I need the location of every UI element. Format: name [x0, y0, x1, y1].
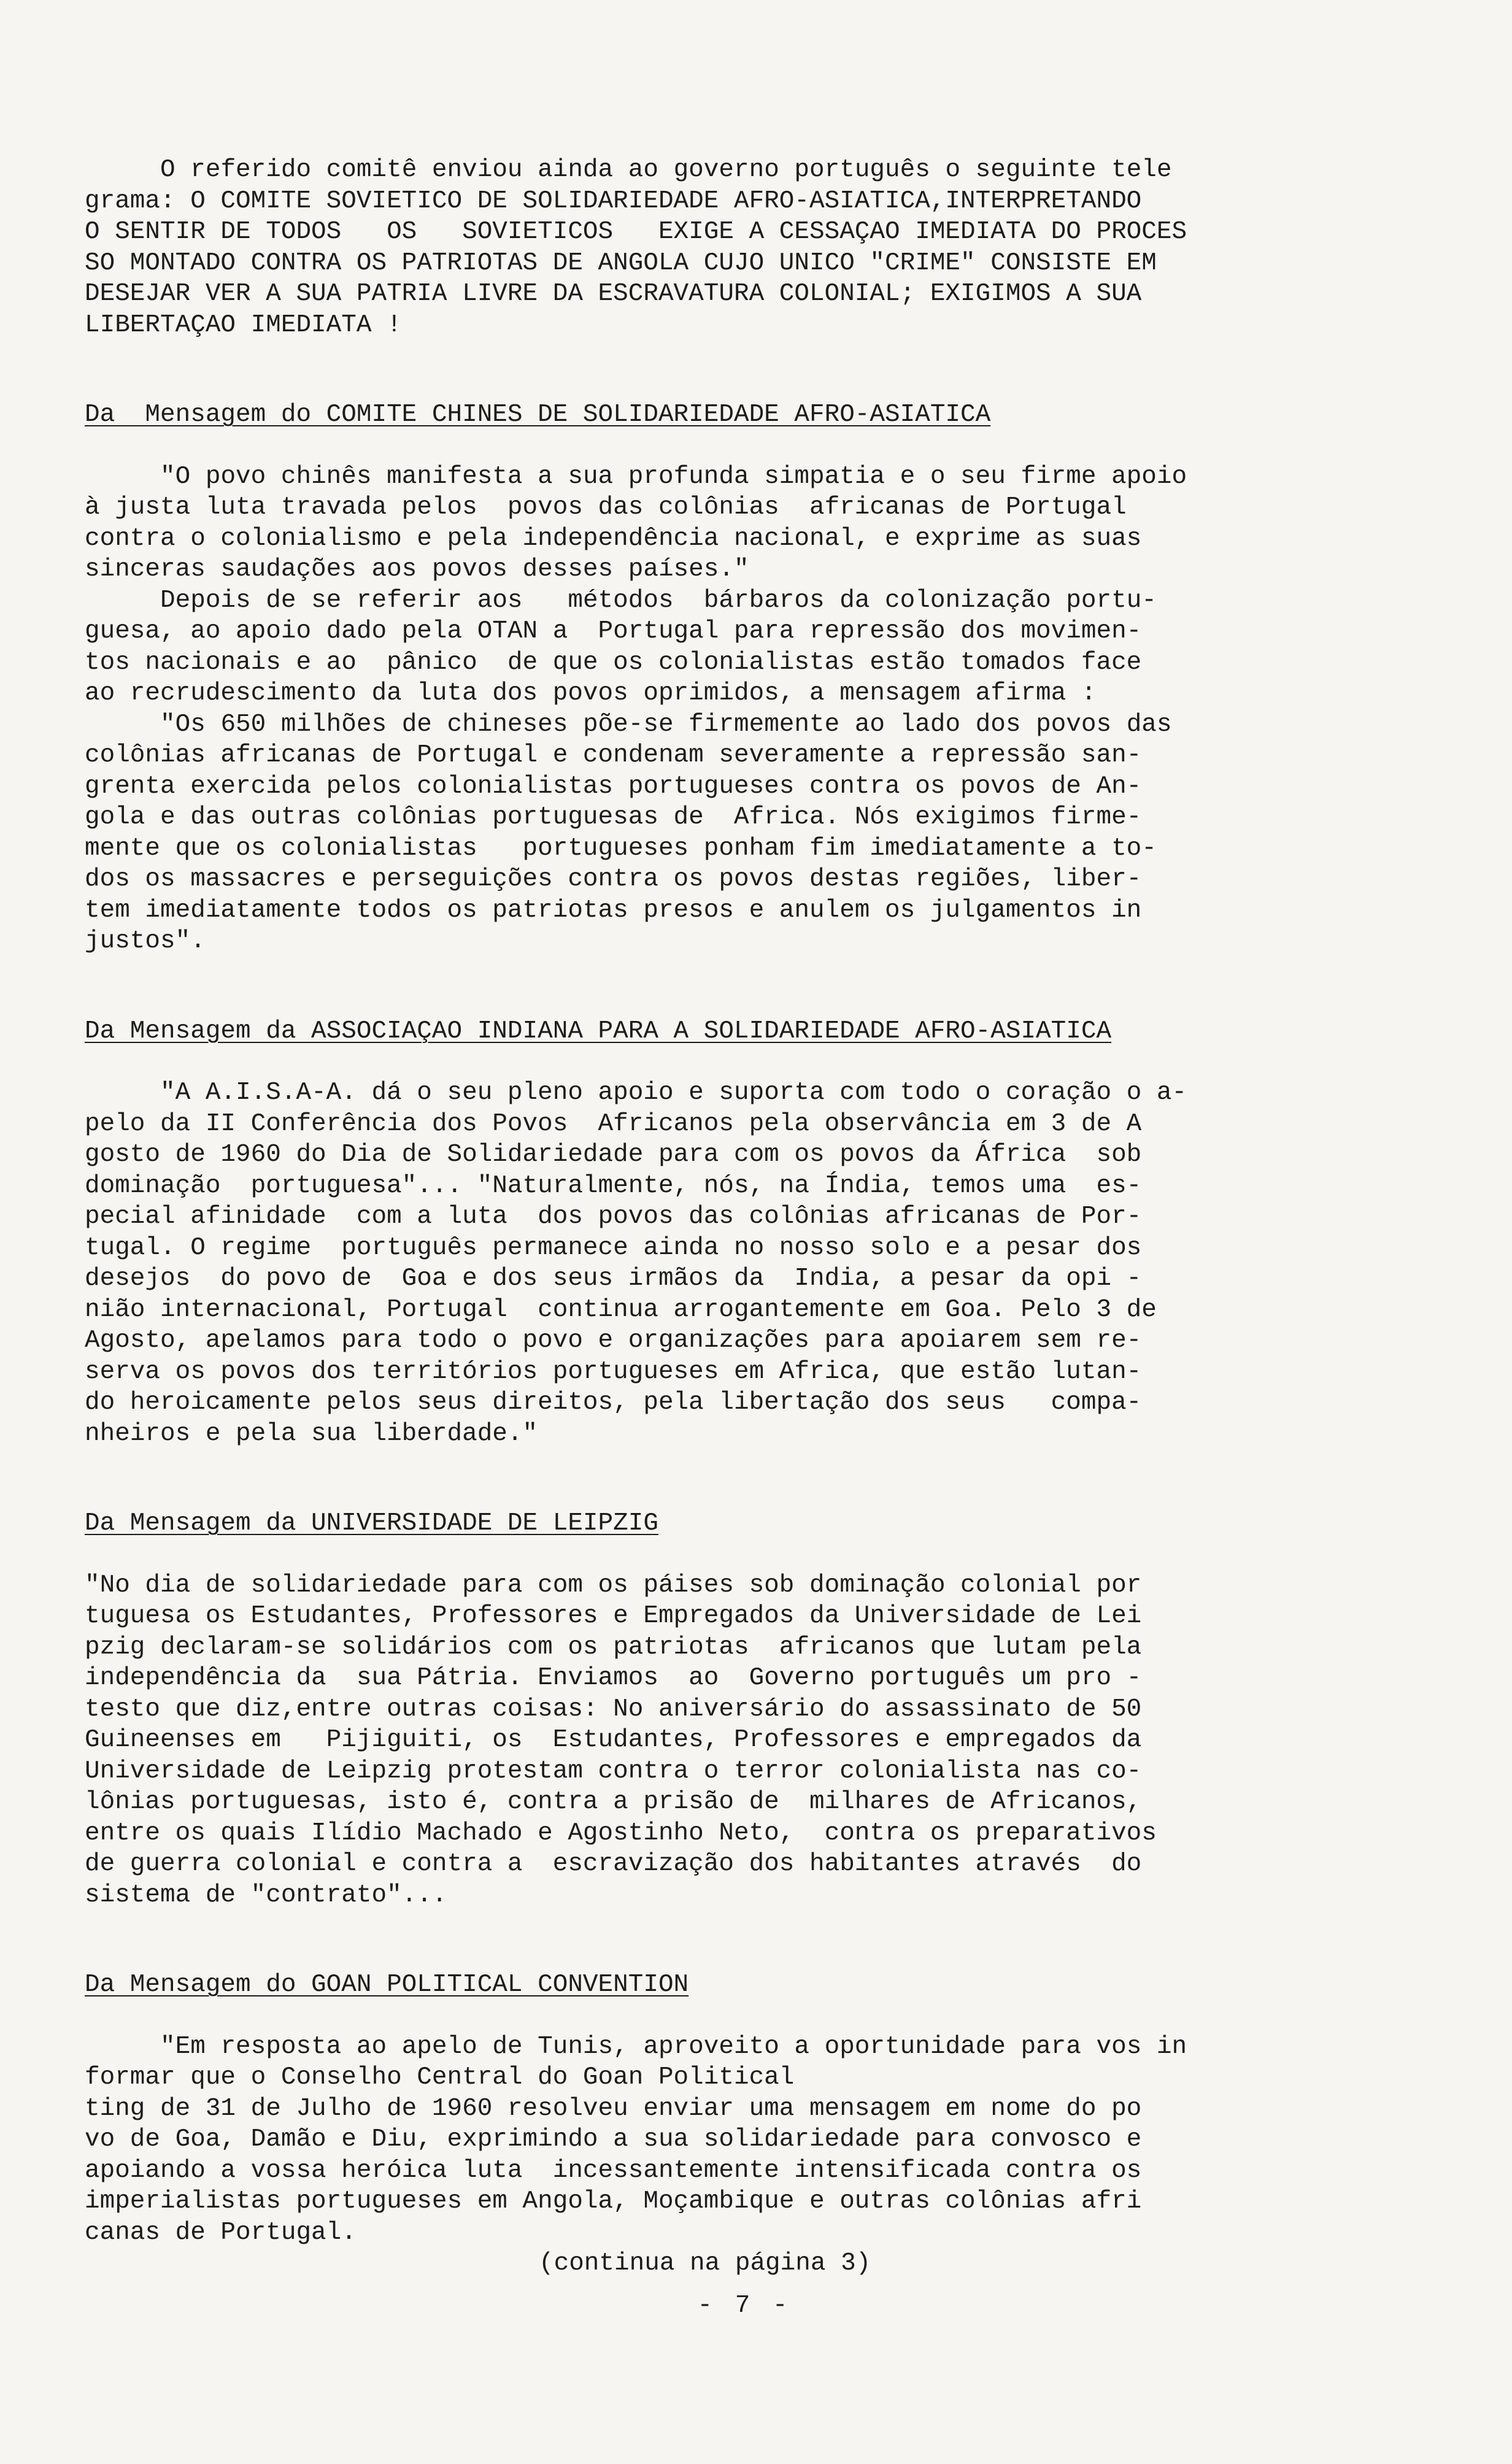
section-body-indian-association: "A A.I.S.A-A. dá o seu pleno apoio e suporta com todo o coração o a- pelo da II Conferência dos Povos Africanos pela observância em 3 de A gosto de 1960 do Dia de Solidariedade para com os povos da África sob dominação portuguesa"... "Naturalmente, nós, na Índia, temos uma es- pecial afinidade com a luta dos povos das colônias africanas de Por- tugal. O regime português permanece ainda no nosso solo e a pesar dos desejos do povo de Goa e dos seus irmãos da India, a pesar da opi - nião internacional, Portugal continua arrogantemente em Goa. Pelo 3 de Agosto, apelamos para todo o povo e organizações para apoiarem sem re- serva os povos dos territórios portugueses em Africa, que estão lutan- do heroicamente pelos seus direitos, pela libertação dos seus compa- nheiros e pela sua liberdade." — [85, 1079, 1187, 1448]
section-body-chinese-committee: "O povo chinês manifesta a sua profunda simpatia e o seu firme apoio à justa luta travada pelos povos das colônias africanas de Portugal contra o colonialismo e pela independência nacional, e exprime as suas sinceras saudações aos povos desses países." Depois de se referir aos métodos bárbaros da colonização portu- guesa, ao apoio dado pela OTAN a Portugal para repressão dos movimen- tos nacionais e ao pânico de que os colonialistas estão tomados face ao recrudescimento da luta dos povos oprimidos, a mensagem afirma : "Os 650 milhões de chineses põe-se firmemente ao lado dos povos das colônias africanas de Portugal e condenam severamente a repressão san- grenta exercida pelos colonialistas portugueses contra os povos de An- gola e das outras colônias portuguesas de Africa. Nós exigimos firme- mente que os colonialistas portugueses ponham fim imediatamente a to- dos os massacres e perseguições contra os povos destas regiões, liber- tem imediatamente todos os patriotas presos e anulem os julgamentos in justos". — [85, 462, 1187, 955]
continuation-note: (continua na página 3) — [539, 2249, 871, 2277]
section-heading-goan-convention: Da Mensagem do GOAN POLITICAL CONVENTION — [85, 1971, 689, 1999]
section-body-goan-convention: "Em resposta ao apelo de Tunis, aproveito a oportunidade para vos in formar que o Conselho Central do Goan Political ting de 31 de Julho de 1960 resolveu enviar uma mensagem em nome do po vo de Goa, Damão e Diu, exprimindo a sua solidariedade para convosco e apoiando a vossa heróica luta incessantemente intensificada contra os imperialistas portugueses em Angola, Moçambique e outras colônias afri canas de Portugal. — [85, 2032, 1187, 2247]
intro-paragraph: O referido comitê enviou ainda ao governo português o seguinte tele grama: O COMITE SOVIETICO DE SOLIDARIEDADE AFRO-ASIATICA,INTERPRETANDO O SENTIR DE TODOS OS SOVIETICOS EXIGE A CESSAÇAO IMEDIATA DO PROCES SO MONTADO CONTRA OS PATRIOTAS DE ANGOLA CUJO UNICO "CRIME" CONSISTE EM DESEJAR VER A SUA PATRIA LIVRE DA ESCRAVATURA COLONIAL; EXIGIMOS A SUA LIBERTAÇAO IMEDIATA ! — [85, 156, 1187, 339]
page-number: - 7 - — [697, 2291, 792, 2320]
section-heading-chinese-committee: Da Mensagem do COMITE CHINES DE SOLIDARIEDADE AFRO-ASIATICA — [85, 401, 991, 429]
section-heading-indian-association: Da Mensagem da ASSOCIAÇAO INDIANA PARA A SOLIDARIEDADE AFRO-ASIATICA — [85, 1017, 1112, 1045]
section-heading-leipzig-university: Da Mensagem da UNIVERSIDADE DE LEIPZIG — [85, 1509, 658, 1538]
section-body-leipzig-university: "No dia de solidariedade para com os páises sob dominação colonial por tuguesa os Estudantes, Professores e Empregados da Universidade de Lei pzig declaram-se solidários com os patriotas africanos que lutam pela independência da sua Pátria. Enviamos ao Governo português um pro - testo que diz,entre outras coisas: No aniversário do assassinato de 50 Guineenses em Pijiguiti, os Estudantes, Professores e empregados da Universidade de Leipzig protestam contra o terror colonialista nas co- lônias portuguesas, isto é, contra a prisão de milhares de Africanos, entre os quais Ilídio Machado e Agostinho Neto, contra os preparativos de guerra colonial e contra a escravização dos habitantes através do sistema de "contrato"... — [85, 1571, 1157, 1909]
document-body — [85, 155, 1404, 2321]
